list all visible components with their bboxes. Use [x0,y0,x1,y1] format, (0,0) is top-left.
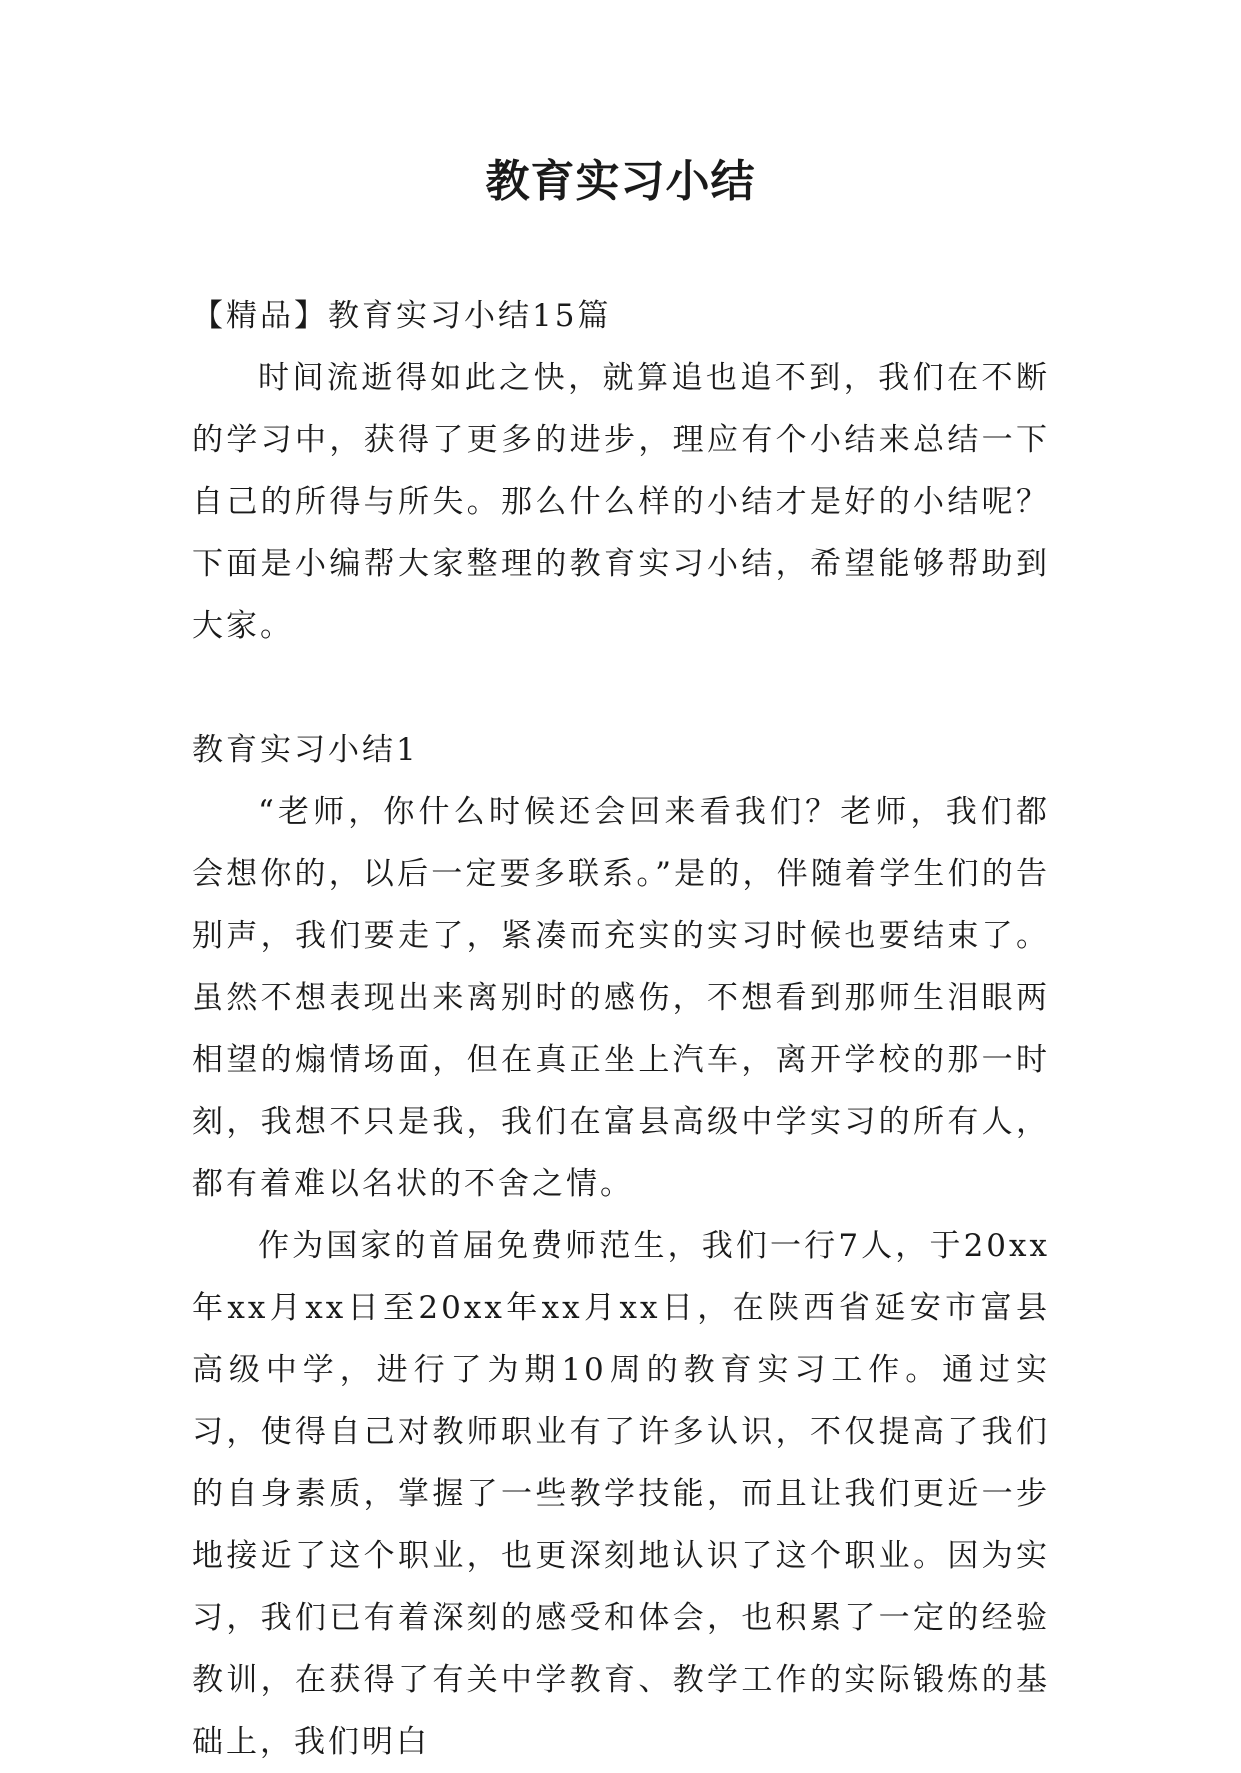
header-line: 【精品】教育实习小结15篇 [192,298,612,334]
section-title: 教育实习小结1 [192,732,419,768]
body-paragraph-2: 作为国家的首届免费师范生，我们一行7人，于20xx年xx月xx日至20xx年xx月xx日，在陕西省延安市富县高级中学，进行了为期10周的教育实习工作。通过实习，使得自己对教师职业有了许多认识，不仅提高了我们的自身素质，掌握了一些教学技能，而且让我们更近一步地接近了这个职业，也更深刻地认识了这个职业。因为实习，我们已有着深刻的感受和体会，也积累了一定的经验教训，在获得了有关中学教育、教学工作的实际锻炼的基础上，我们明白 [192,1228,1050,1760]
body-paragraph-1: “老师，你什么时候还会回来看我们？老师，我们都会想你的，以后一定要多联系。”是的，伴随着学生们的告别声，我们要走了，紧凑而充实的实习时候也要结束了。虽然不想表现出来离别时的感伤，不想看到那师生泪眼两相望的煽情场面，但在真正坐上汽车，离开学校的那一时刻，我想不只是我，我们在富县高级中学实习的所有人，都有着难以名状的不舍之情。 [192,794,1050,1202]
document-body [192,285,1050,1773]
section-spacer [192,657,1050,719]
document-title: 教育实习小结 [485,156,756,207]
intro-paragraph: 时间流逝得如此之快，就算追也追不到，我们在不断的学习中，获得了更多的进步，理应有个小结来总结一下自己的所得与所失。那么什么样的小结才是好的小结呢？下面是小编帮大家整理的教育实习小结，希望能够帮助到大家。 [192,360,1050,644]
